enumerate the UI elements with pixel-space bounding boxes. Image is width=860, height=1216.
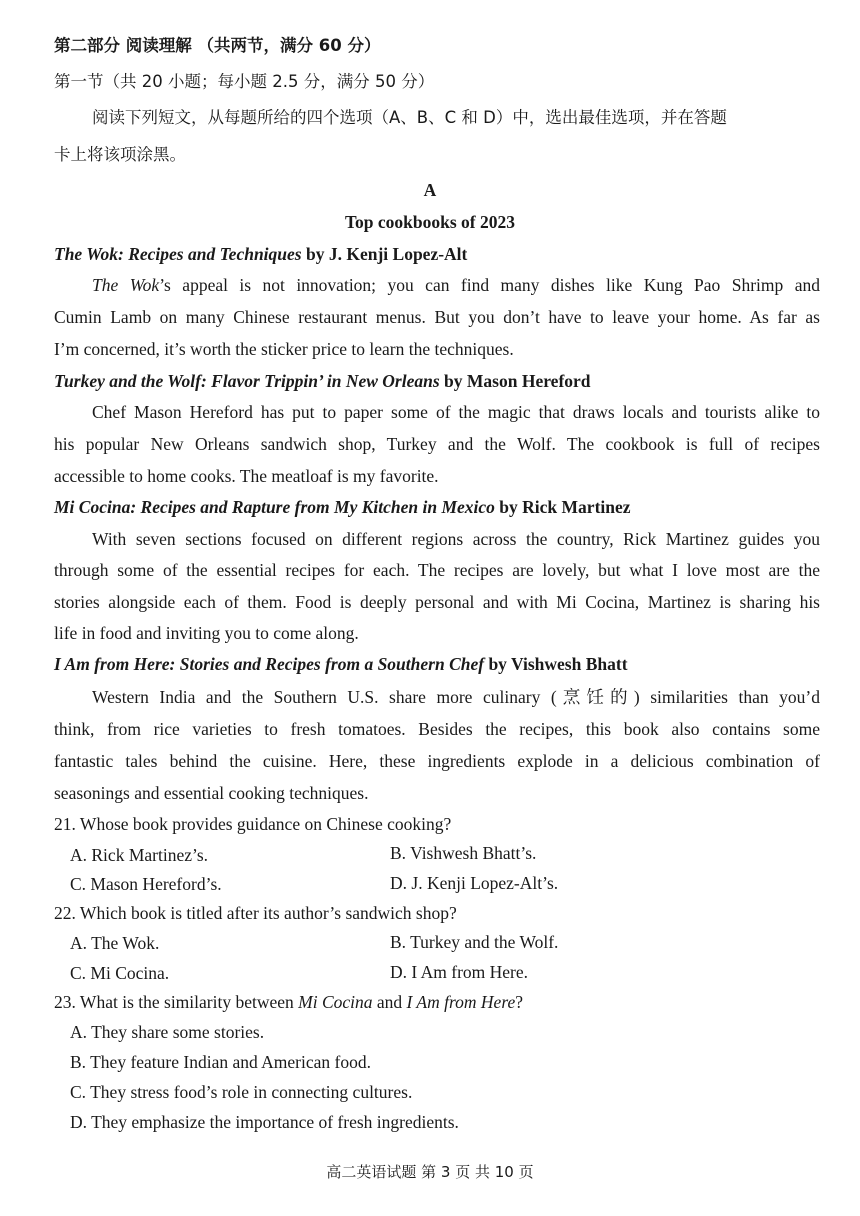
passage-title: Top cookbooks of 2023 xyxy=(344,212,516,232)
paragraph-line: With seven sections focused on different regions across the country, Rick Martinez guides you xyxy=(92,529,820,549)
passage-label: A xyxy=(423,180,437,200)
answer-option: C. Mason Hereford’s. xyxy=(70,874,222,894)
instructions-line-2: 卡上将该项涂黑。 xyxy=(54,145,186,164)
book-heading xyxy=(54,242,820,266)
answer-option: D. They emphasize the importance of fresh ingredients. xyxy=(70,1112,459,1132)
answer-option: A. They share some stories. xyxy=(70,1022,265,1042)
paragraph-line: Cumin Lamb on many Chinese restaurant menus. But you don’t have to leave your home. As far as xyxy=(54,307,820,327)
question-stem: 21. Whose book provides guidance on Chinese cooking? xyxy=(54,814,452,834)
paragraph-line: life in food and inviting you to come along. xyxy=(54,623,359,643)
book-title: Mi Cocina: Recipes and Rapture from My Kitchen in Mexico xyxy=(54,497,495,517)
paragraph-line: Western India and the Southern U.S. share more culinary (烹饪的) similarities than you’d xyxy=(92,687,820,707)
answer-option: B. They feature Indian and American food. xyxy=(70,1052,371,1072)
paragraph-line: think, from rice varieties to fresh tomatoes. Besides the recipes, this book also contains some xyxy=(54,719,820,739)
book-heading xyxy=(54,495,820,519)
question-text: 23. What is the similarity between xyxy=(54,992,299,1012)
question-text: ? xyxy=(515,992,524,1012)
paragraph-line: I’m concerned, it’s worth the sticker price to learn the techniques. xyxy=(54,339,514,359)
book-title: The Wok: Recipes and Techniques xyxy=(54,244,302,264)
answer-option: C. Mi Cocina. xyxy=(70,963,170,983)
answer-option: B. Vishwesh Bhatt’s. xyxy=(390,843,537,863)
section-heading: 第二部分 阅读理解 （共两节，满分 60 分） xyxy=(54,36,381,55)
instructions-line-1: 阅读下列短文，从每题所给的四个选项（A、B、C 和 D）中，选出最佳选项，并在答题 xyxy=(92,108,727,127)
paragraph-line: Chef Mason Hereford has put to paper some of the magic that draws locals and tourists alike to xyxy=(92,402,820,422)
paragraph-line: stories alongside each of them. Food is deeply personal and with Mi Cocina, Martinez is sharing his xyxy=(54,592,820,612)
question-text: and xyxy=(372,992,407,1012)
paragraph-line: fantastic tales behind the cuisine. Here, these ingredients explode in a delicious combination of xyxy=(54,751,820,771)
answer-option: A. Rick Martinez’s. xyxy=(70,845,209,865)
book-title: Turkey and the Wolf: Flavor Trippin’ in New Orleans xyxy=(54,371,440,391)
answer-option: C. They stress food’s role in connecting cultures. xyxy=(70,1082,413,1102)
paragraph-line: seasonings and essential cooking techniques. xyxy=(54,783,369,803)
paragraph-line: accessible to home cooks. The meatloaf is my favorite. xyxy=(54,466,439,486)
paragraph-line xyxy=(92,273,820,297)
paragraph-line: through some of the essential recipes for each. The recipes are lovely, but what I love most are the xyxy=(54,560,820,580)
book-heading xyxy=(54,369,820,393)
book-heading xyxy=(54,652,820,676)
page-footer: 高二英语试题 第 3 页 共 10 页 xyxy=(326,1163,534,1181)
book-author: by Mason Hereford xyxy=(439,371,591,391)
paragraph-line: his popular New Orleans sandwich shop, Turkey and the Wolf. The cookbook is full of recipes xyxy=(54,434,820,454)
book-title: I Am from Here: Stories and Recipes from a Southern Chef xyxy=(54,654,485,674)
question-stem xyxy=(54,990,820,1014)
answer-option: D. J. Kenji Lopez-Alt’s. xyxy=(390,873,559,893)
answer-option: D. I Am from Here. xyxy=(390,962,529,982)
book-author: by J. Kenji Lopez-Alt xyxy=(301,244,468,264)
subsection-heading: 第一节（共 20 小题；每小题 2.5 分，满分 50 分） xyxy=(54,72,435,91)
question-stem: 22. Which book is titled after its author’s sandwich shop? xyxy=(54,903,457,923)
book-author: by Rick Martinez xyxy=(494,497,631,517)
book-title-inline: The Wok xyxy=(92,275,160,295)
book-author: by Vishwesh Bhatt xyxy=(484,654,628,674)
book-title-inline: Mi Cocina xyxy=(298,992,373,1012)
book-title-inline: I Am from Here xyxy=(406,992,516,1012)
answer-option: A. The Wok. xyxy=(70,933,160,953)
answer-option: B. Turkey and the Wolf. xyxy=(390,932,559,952)
paragraph-text: ’s appeal is not innovation; you can find many dishes like Kung Pao Shrimp and xyxy=(159,275,820,295)
